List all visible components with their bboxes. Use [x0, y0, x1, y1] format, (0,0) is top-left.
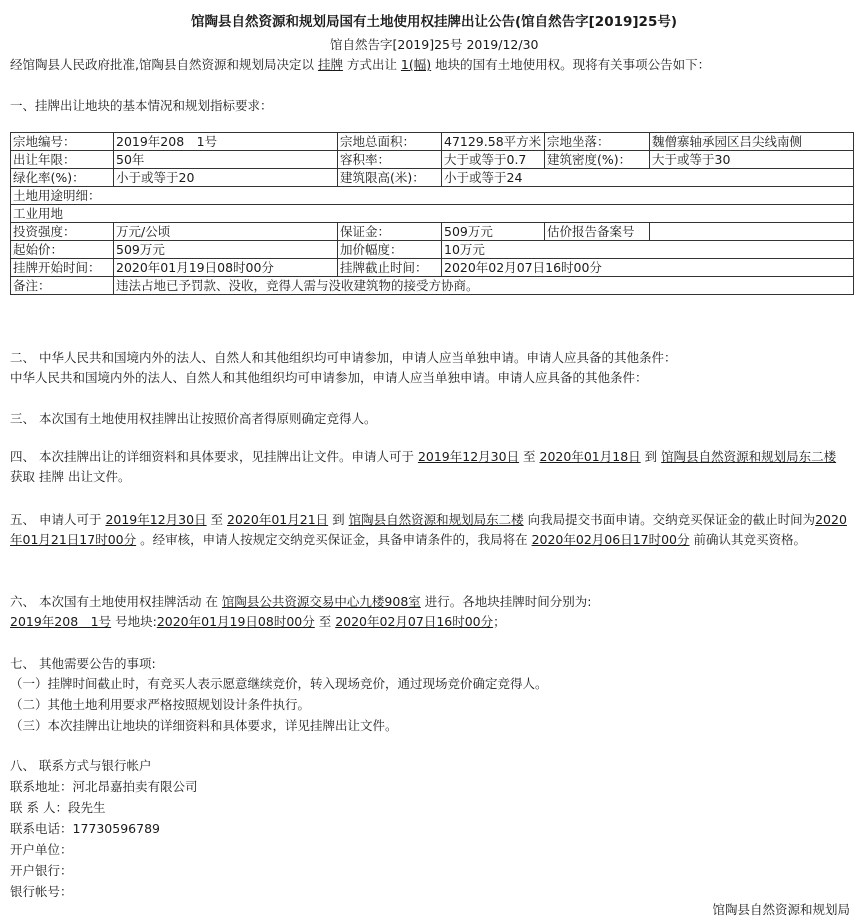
table-row — [11, 223, 854, 241]
table-row — [11, 277, 854, 295]
table-cell: 大于或等于30 — [650, 151, 854, 169]
table-cell: 10万元 — [442, 241, 854, 259]
table-cell: 宗地编号： — [11, 133, 114, 151]
issuer-signature: 馆陶县自然资源和规划局 — [712, 902, 850, 917]
section-4-text: 四、 本次挂牌出让的详细资料和具体要求，见挂牌出让文件。申请人可于 2019年12月30日 至 2020年01月18日 到 馆陶县自然资源和规划局东二楼 获取 挂牌 出让文件。 — [10, 449, 837, 484]
table-cell: 建筑限高(米)： — [338, 169, 442, 187]
table-cell: 魏僧寨轴承园区吕尖线南侧 — [650, 133, 854, 151]
table-row — [11, 241, 854, 259]
table-cell: 绿化率(%)： — [11, 169, 114, 187]
parcel-info-table — [10, 132, 854, 295]
table-cell: 加价幅度： — [338, 241, 442, 259]
table-cell: 万元/公顷 — [114, 223, 338, 241]
section-1-heading: 一、挂牌出让地块的基本情况和规划指标要求： — [10, 98, 273, 113]
document-number: 馆自然告字[2019]25号 2019/12/30 — [330, 37, 539, 52]
table-cell: 小于或等于24 — [442, 169, 854, 187]
section-2-line-2: 中华人民共和国境内外的法人、自然人和其他组织均可申请参加，申请人应当单独申请。申请人应具备的其他条件： — [10, 370, 648, 385]
table-cell: 建筑密度(%)： — [545, 151, 650, 169]
table-cell: 容积率： — [338, 151, 442, 169]
table-cell: 工业用地 — [11, 205, 854, 223]
table-cell: 小于或等于20 — [114, 169, 338, 187]
table-cell: 2019年208 1号 — [114, 133, 338, 151]
section-6-line-1: 六、 本次国有土地使用权挂牌活动 在 馆陶县公共资源交易中心九楼908室 进行。各地块挂牌时间分别为: — [10, 594, 592, 609]
section-7-item-2: （二）其他土地利用要求严格按照规划设计条件执行。 — [10, 697, 311, 712]
section-8-heading: 八、 联系方式与银行帐户 — [10, 758, 152, 773]
table-cell: 宗地坐落： — [545, 133, 650, 151]
table-cell: 47129.58平方米 — [442, 133, 545, 151]
table-cell: 宗地总面积： — [338, 133, 442, 151]
table-cell: 违法占地已予罚款、没收，竞得人需与没收建筑物的接受方协商。 — [114, 277, 854, 295]
table-cell: 估价报告备案号 — [545, 223, 650, 241]
table-cell: 509万元 — [114, 241, 338, 259]
table-cell: 2020年01月19日08时00分 — [114, 259, 338, 277]
table-row — [11, 169, 854, 187]
section-7-item-3: （三）本次挂牌出让地块的详细资料和具体要求，详见挂牌出让文件。 — [10, 718, 398, 733]
section-5-text: 五、 申请人可于 2019年12月30日 至 2020年01月21日 到 馆陶县自然资源和规划局东二楼 向我局提交书面申请。交纳竞买保证金的截止时间为2020年01月21日17时00分 。经审核，申请人按规定交纳竞买保证金，具备申请条件的，我局将在 2020年02月06日17时00分 前确认其竞买资格。 — [10, 512, 847, 547]
account-bank: 开户银行： — [10, 863, 73, 878]
table-cell: 投资强度： — [11, 223, 114, 241]
section-7-item-1: （一）挂牌时间截止时，有竞买人表示愿意继续竞价，转入现场竞价，通过现场竞价确定竞得人。 — [10, 676, 548, 691]
intro-text: 经馆陶县人民政府批准,馆陶县自然资源和规划局决定以 挂牌 方式出让 1(幅) 地块的国有土地使用权。现将有关事项公告如下： — [10, 57, 711, 72]
contact-person: 联 系 人：段先生 — [10, 800, 106, 815]
table-cell: 50年 — [114, 151, 338, 169]
contact-address: 联系地址：河北昂嘉拍卖有限公司 — [10, 779, 198, 794]
page-title: 馆陶县自然资源和规划局国有土地使用权挂牌出让公告(馆自然告字[2019]25号) — [190, 14, 678, 30]
table-cell: 出让年限： — [11, 151, 114, 169]
table-row — [11, 205, 854, 223]
table-row — [11, 259, 854, 277]
account-unit: 开户单位： — [10, 842, 73, 857]
table-cell: 土地用途明细： — [11, 187, 854, 205]
table-cell — [650, 223, 854, 241]
table-row — [11, 133, 854, 151]
table-cell: 保证金： — [338, 223, 442, 241]
table-row — [11, 187, 854, 205]
section-6-line-2: 2019年208 1号 号地块:2020年01月19日08时00分 至 2020年02月07日16时00分； — [10, 614, 506, 629]
table-cell: 挂牌开始时间： — [11, 259, 114, 277]
section-7-heading: 七、 其他需要公告的事项: — [10, 656, 156, 671]
account-number: 银行帐号： — [10, 884, 73, 899]
section-2-line-1: 二、 中华人民共和国境内外的法人、自然人和其他组织均可申请参加，申请人应当单独申请。申请人应具备的其他条件： — [10, 350, 677, 365]
table-cell: 大于或等于0.7 — [442, 151, 545, 169]
table-cell: 起始价： — [11, 241, 114, 259]
section-3-text: 三、 本次国有土地使用权挂牌出让按照价高者得原则确定竞得人。 — [10, 411, 377, 426]
table-cell: 2020年02月07日16时00分 — [442, 259, 854, 277]
contact-phone: 联系电话：17730596789 — [10, 821, 160, 836]
table-cell: 挂牌截止时间： — [338, 259, 442, 277]
table-cell: 509万元 — [442, 223, 545, 241]
table-cell: 备注： — [11, 277, 114, 295]
table-row — [11, 151, 854, 169]
